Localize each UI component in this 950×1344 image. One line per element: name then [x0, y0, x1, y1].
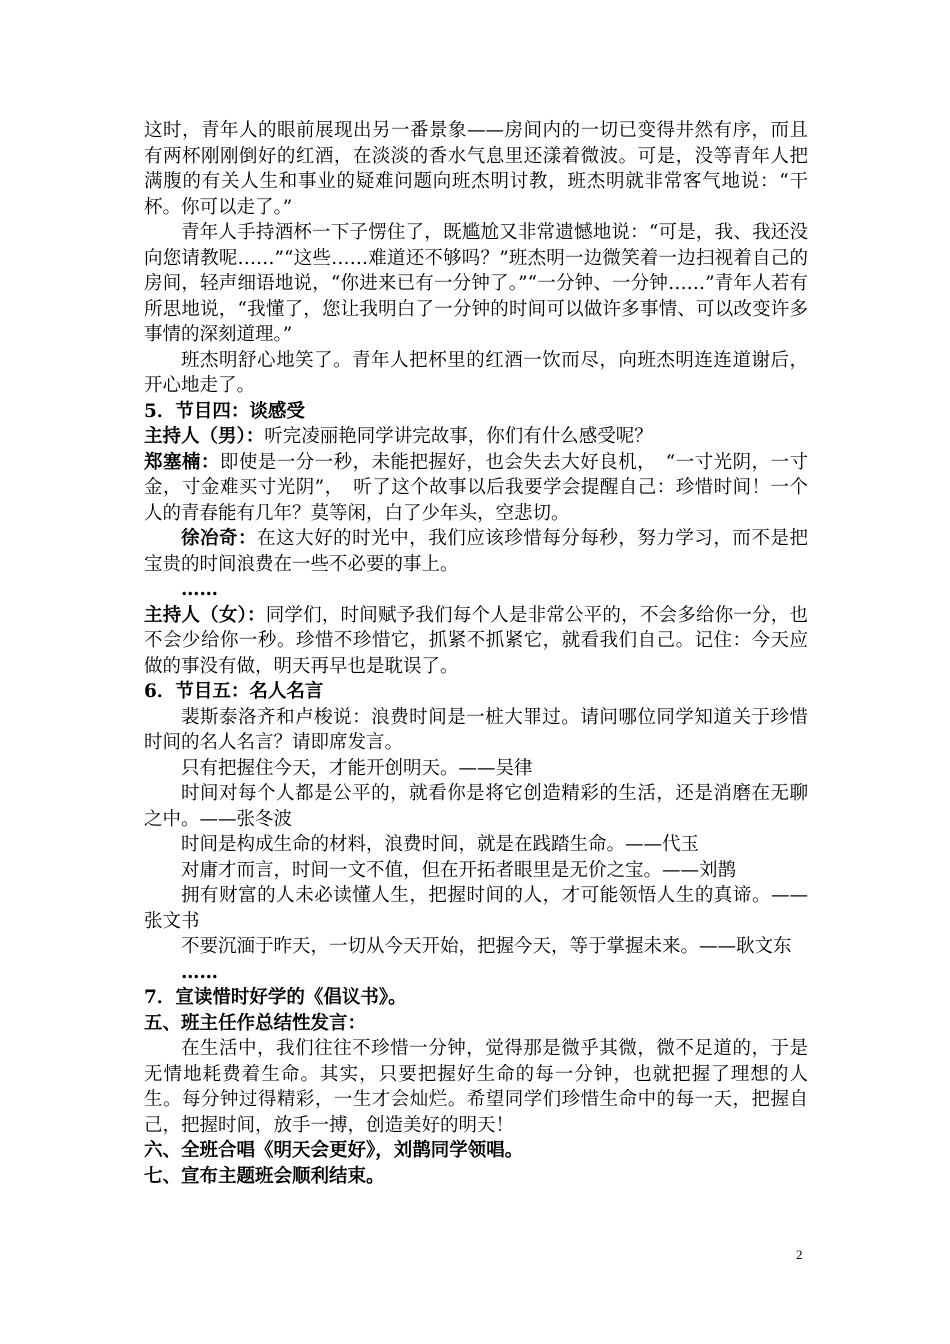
heading-text: 五、班主任作总结性发言： [144, 1012, 367, 1034]
paragraph-text: 时间是构成生命的材料，浪费时间，就是在践踏生命。——代玉 [181, 834, 700, 855]
dialogue-paragraph [144, 603, 808, 680]
section-heading [144, 985, 808, 1011]
section-heading [144, 1164, 808, 1190]
dialogue-paragraph [144, 450, 808, 527]
dialogue-paragraph [144, 526, 808, 577]
paragraph-text: 不要沉湎于昨天，一切从今天开始，把握今天，等于掌握未来。——耿文东 [181, 936, 792, 957]
ellipsis-line [144, 960, 808, 986]
paragraph-text: 同学们，时间赋予我们每个人是非常公平的，不会多给你一分，也不会少给你一秒。珍惜不珍惜它，抓紧不抓紧它，就看我们自己。记住：今天应做的事没有做，明天再早也是耽误了。 [144, 604, 808, 677]
paragraph-text: 拥有财富的人未必读懂人生，把握时间的人，才可能领悟人生的真谛。——张文书 [144, 885, 808, 932]
paragraph [144, 118, 808, 220]
quote-paragraph [144, 832, 808, 858]
paragraph [144, 348, 808, 399]
heading-text: 六、全班合唱《明天会更好》，刘鹊同学领唱。 [144, 1140, 524, 1161]
paragraph-text: 只有把握住今天，才能开创明天。——吴律 [181, 757, 533, 779]
paragraph [144, 705, 808, 756]
paragraph [144, 1036, 808, 1138]
quote-paragraph [144, 934, 808, 960]
quote-paragraph [144, 781, 808, 832]
speaker-label: 郑塞楠： [144, 451, 220, 473]
paragraph [144, 220, 808, 348]
paragraph-text: 在这大好的时光中，我们应该珍惜每分每秒，努力学习，而不是把宝贵的时间浪费在一些不必要的事上。 [144, 528, 808, 575]
speaker-label: 主持人（男）： [144, 426, 265, 447]
dialogue-paragraph [144, 424, 808, 450]
quote-paragraph [144, 858, 808, 884]
page-number: 2 [796, 1247, 803, 1262]
paragraph-text: 听完凌丽艳同学讲完故事，你们有什么感受呢？ [264, 426, 653, 447]
paragraph-text: 青年人手持酒杯一下子愣住了，既尴尬又非常遗憾地说：“可是，我、我还没向您请教呢……”“这些……难道还不够吗？”班杰明一边微笑着一边扫视着自己的房间，轻声细语地说，“你进来已有一分钟了。”“一分钟、一分钟……”青年人若有所思地说，“我懂了，您让我明白了一分钟的时间可以做许多事情、可以改变许多事情的深刻道理。” [144, 222, 808, 345]
paragraph-text: 时间对每个人都是公平的，就看你是将它创造精彩的生活，还是消磨在无聊之中。——张冬波 [144, 783, 808, 830]
ellipsis-line [144, 577, 808, 603]
document-body [144, 118, 808, 1189]
paragraph-text: 在生活中，我们往往不珍惜一分钟，觉得那是微乎其微，微不足道的，于是无情地耗费着生命。其实，只要把握好生命的每一分钟，也就把握了理想的人生。每分钟过得精彩，一生才会灿烂。希望同学们珍惜生命中的每一天，把握自己，把握时间，放手一搏，创造美好的明天！ [144, 1038, 808, 1136]
heading-text: 7．宣读惜时好学的《倡议书》。 [144, 987, 407, 1008]
section-heading [144, 1011, 808, 1037]
quote-paragraph [144, 756, 808, 782]
ellipsis-text: …… [181, 961, 218, 983]
paragraph-text: 这时，青年人的眼前展现出另一番景象——房间内的一切已变得井然有序，而且有两杯刚刚倒好的红酒，在淡淡的香水气息里还漾着微波。可是，没等青年人把满腹的有关人生和事业的疑难问题向班杰明讨教，班杰明就非常客气地说：“干杯。你可以走了。” [144, 120, 808, 218]
paragraph-text: 对庸才而言，时间一文不值，但在开拓者眼里是无价之宝。——刘鹊 [181, 859, 737, 881]
paragraph-text: 裴斯泰洛齐和卢梭说：浪费时间是一桩大罪过。请问哪位同学知道关于珍惜时间的名人名言？请即席发言。 [144, 706, 808, 753]
section-heading [144, 399, 808, 425]
section-heading [144, 679, 808, 705]
heading-text: 5．节目四：谈感受 [144, 400, 305, 422]
quote-paragraph [144, 883, 808, 934]
speaker-label: 徐冶奇： [181, 528, 258, 549]
paragraph-text: 班杰明舒心地笑了。青年人把杯里的红酒一饮而尽，向班杰明连连道谢后，开心地走了。 [144, 349, 808, 396]
heading-text: 七、宣布主题班会顺利结束。 [144, 1165, 385, 1187]
ellipsis-text: …… [181, 579, 218, 600]
paragraph-text: 即使是一分一秒，未能把握好，也会失去大好良机， “一寸光阴，一寸金，寸金难买寸光阴”， 听了这个故事以后我要学会提醒自己：珍惜时间！一个人的青春能有几年？莫等闲，白了少年头，空悲切。 [144, 451, 808, 524]
section-heading [144, 1138, 808, 1164]
heading-text: 6．节目五：名人名言 [144, 681, 324, 702]
speaker-label: 主持人（女）： [144, 604, 266, 626]
